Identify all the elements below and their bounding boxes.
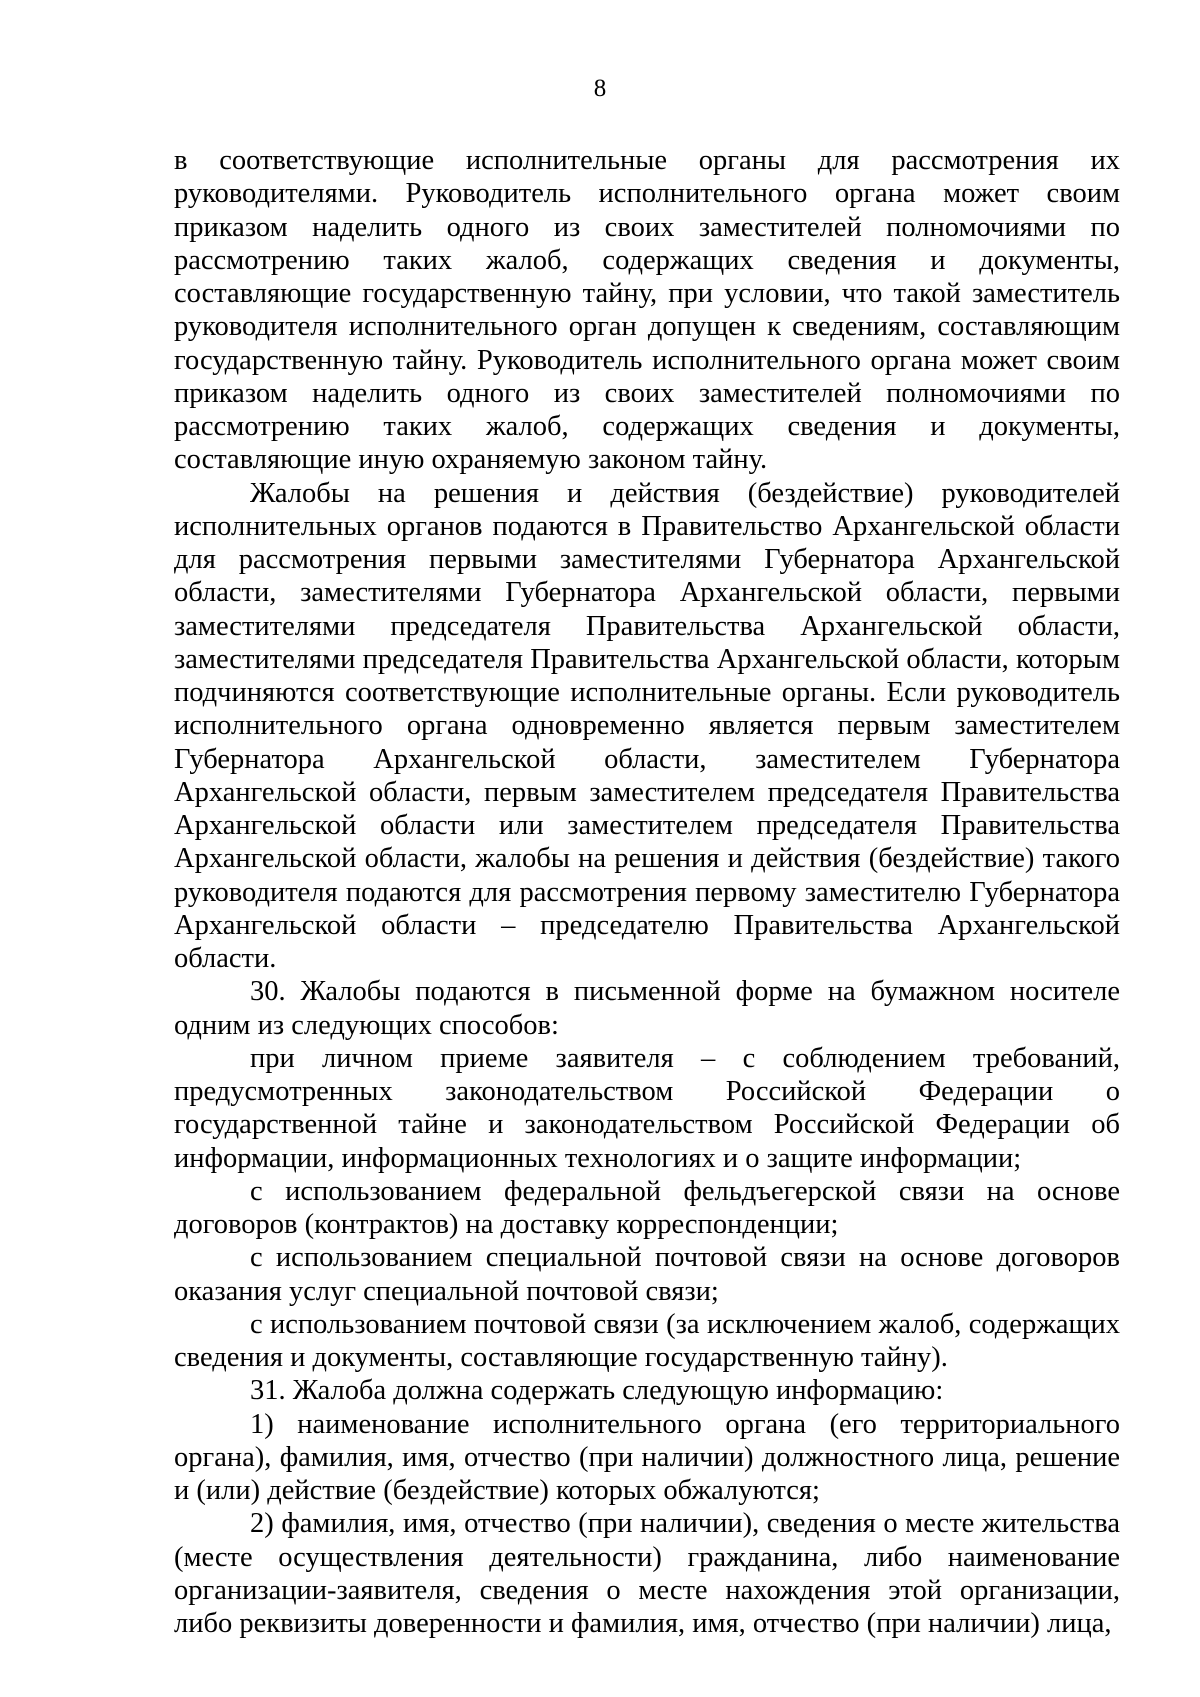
paragraph-complaints-on-heads: Жалобы на решения и действия (бездействие) руководителей исполнительных органов подаются в Правительство Архангельской области для рассмотрения первыми заместителями Губернатора Архангельской области, заместителями Губернатора Архангельской области, первыми заместителями председателя Правительства Архангельской области, заместителями председателя Правительства Архангельской области, которым подчиняются соответствующие исполнительные органы. Если руководитель исполнительного органа одновременно является первым заместителем Губернатора Архангельской области, заместителем Губернатора Архангельской области, первым заместителем председателя Правительства Архангельской области или заместителем председателя Правительства Архангельской области, жалобы на решения и действия (бездействие) такого руководителя подаются для рассмотрения первому заместителю Губернатора Архангельской области – председателю Правительства Архангельской области. xyxy=(174,477,1120,974)
paragraph-subitem-1: 1) наименование исполнительного органа (его территориального органа), фамилия, имя, отчество (при наличии) должностного лица, решение и (или) действие (бездействие) которых обжалуются; xyxy=(174,1408,1120,1506)
paragraph-continuation: в соответствующие исполнительные органы для рассмотрения их руководителями. Руководитель исполнительного органа может своим приказом наделить одного из своих заместителей полномочиями по рассмотрению таких жалоб, содержащих сведения и документы, составляющие государственную тайну, при условии, что такой заместитель руководителя исполнительного орган допущен к сведениям, составляющим государственную тайну. Руководитель исполнительного органа может своим приказом наделить одного из своих заместителей полномочиями по рассмотрению таких жалоб, содержащих сведения и документы, составляющие иную охраняемую законом тайну. xyxy=(174,145,1120,476)
document-body xyxy=(174,144,1120,1640)
paragraph-method-courier: с использованием федеральной фельдъегерской связи на основе договоров (контрактов) на доставку корреспонденции; xyxy=(174,1175,1120,1240)
paragraph-method-post: с использованием почтовой связи (за исключением жалоб, содержащих сведения и документы, составляющие государственную тайну). xyxy=(174,1308,1120,1373)
page-number: 8 xyxy=(593,75,607,102)
paragraph-item-31: 31. Жалоба должна содержать следующую информацию: xyxy=(250,1375,944,1407)
paragraph-method-special-post: с использованием специальной почтовой связи на основе договоров оказания услуг специальной почтовой связи; xyxy=(174,1242,1120,1307)
paragraph-item-30: 30. Жалобы подаются в письменной форме на бумажном носителе одним из следующих способов: xyxy=(174,976,1120,1041)
paragraph-subitem-2: 2) фамилия, имя, отчество (при наличии), сведения о месте жительства (месте осуществления деятельности) гражданина, либо наименование организации-заявителя, сведения о месте нахождения этой организации, либо реквизиты доверенности и фамилия, имя, отчество (при наличии) лица, xyxy=(174,1508,1120,1639)
paragraph-method-personal: при личном приеме заявителя – с соблюдением требований, предусмотренных законодательством Российской Федерации о государственной тайне и законодательством Российской Федерации об информации, информационных технологиях и о защите информации; xyxy=(174,1042,1120,1174)
